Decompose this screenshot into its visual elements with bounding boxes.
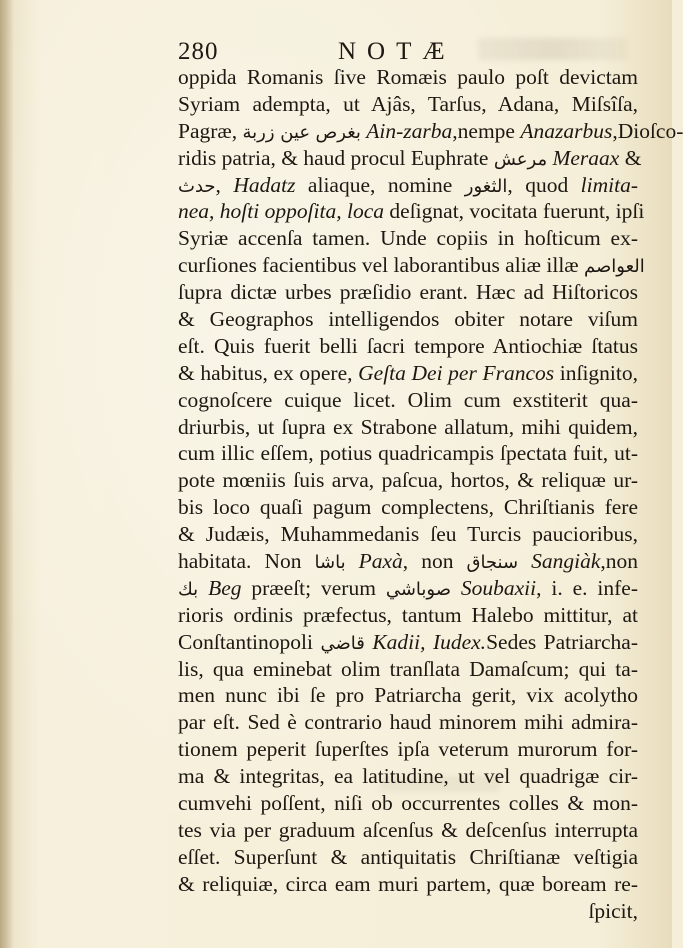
text-line [178,763,638,790]
text-segment: & Judæis, Muhammedanis ſeu Turcis paucioribus, [178,522,638,547]
arabic-term: حدث [178,175,216,197]
italic-term: Paxà [358,549,403,574]
running-head: NOTÆ [338,38,456,65]
text-line [178,521,638,548]
text-line [178,279,638,306]
text-segment: inſignito, [554,360,638,385]
text-segment [346,549,359,573]
text-line [178,575,638,602]
arabic-term: قاضي [320,632,365,654]
text-segment: , quod [507,172,581,197]
text-segment: bis loco quaſi pagum complectens, Chriſtianis fere [178,495,638,520]
text-segment: cum illic eſſem, potius quadricampis ſpectata fuit, ut- [178,441,638,466]
text-line [178,118,683,145]
text-segment: Sedes Patriarcha- [486,629,638,654]
arabic-term: صوباشي [385,578,451,600]
text-line [178,898,638,925]
text-line [178,602,638,629]
text-line [178,172,638,199]
italic-term: Sangiàk [531,549,601,574]
text-line [178,225,638,252]
italic-term: Anazarbus [520,118,613,143]
text-line [178,467,638,494]
text-segment: & habitus, ex opere, [178,360,359,385]
italic-term: nea, hoſti oppoſita, loca [178,199,385,224]
text-segment: men nunc ibi ſe pro Patriarcha gerit, vix acolytho [178,683,638,708]
text-segment: ridis patria, & haud procul Euphrate [178,145,494,170]
text-line [178,844,638,871]
text-line [178,440,638,467]
page-number: 280 [178,38,219,65]
text-segment: præeſt; verum [241,575,386,600]
text-line [178,91,638,118]
text-segment: & Geographos intelligendos obiter notare viſum [178,307,638,332]
text-segment: , i. e. infe- [536,575,639,600]
text-segment: eſſet. Superſunt & antiquitatis Chriſtianæ veſtigia [178,844,638,869]
italic-term: Meraax [552,145,620,170]
text-segment: tes via per graduum aſcenſus & deſcenſus interrupta [178,817,638,842]
italic-term: Hadatz [233,172,296,197]
text-line [178,387,638,414]
text-segment: , [215,172,234,197]
text-segment: Pagræ, [178,118,243,143]
arabic-term: بك [178,578,199,600]
text-segment: eſt. Quis fuerit belli ſacri tempore Antiochiæ ſtatus [178,333,638,358]
text-line [178,548,638,575]
text-segment: driurbis, ut ſupra ex Strabone allatum, mihi quidem, [178,414,638,439]
text-line [178,736,638,763]
arabic-term: الثغور [464,175,508,197]
text-segment: & [619,145,642,170]
text-segment: Syriam adempta, ut Ajâs, Tarſus, Adana, Miſsîſa, [178,91,638,116]
text-segment: habitata. Non [178,549,315,574]
italic-term: Kadii, Iudex. [372,629,487,654]
text-segment: cumvehi poſſent, niſi ob occurrentes colles & mon- [178,791,638,816]
text-segment: , non [402,549,467,574]
text-line [178,629,638,656]
text-segment: ,non [600,549,639,574]
text-segment: ſupra dictæ urbes præſidio erant. Hæc ad Hiſtoricos [178,280,638,305]
text-line [178,333,638,360]
text-line [178,682,638,709]
text-segment: oppida Romanis ſive Romæis paulo poſt devictam [178,65,638,89]
arabic-term: العواصم [584,256,645,278]
text-segment: aliaque, nomine [295,172,465,197]
text-segment: lis, qua eminebat olim tranſlata Damaſcum; qui ta- [178,656,638,681]
text-body [178,64,683,925]
text-line [178,64,638,91]
text-line [178,790,638,817]
text-segment: tionem peperit ſuperſtes ipſa veterum murorum for- [178,737,638,762]
italic-term: Soubaxii [460,575,537,600]
arabic-term: باشا [314,552,346,574]
text-segment: ma & integritas, ea latitudine, ut vel quadrigæ cir- [178,764,638,789]
arabic-term: سنجاق [466,552,519,574]
text-line [178,656,638,683]
text-line [178,306,638,333]
italic-term: Ain-zarba [366,118,453,143]
arabic-term: عين زربة [242,121,311,143]
text-segment [451,576,461,600]
text-segment: Conſtantinopoli [178,629,321,654]
italic-term: limita- [580,172,638,197]
text-segment: rioris ordinis præfectus, tantum Halebo mittitur, at [178,602,638,627]
text-line [178,145,642,172]
text-segment [518,549,531,573]
text-line [178,709,638,736]
text-segment: ,nempe [452,118,521,143]
text-segment: pote mœniis ſuis arva, paſcua, hortos, & reliquæ ur- [178,468,638,493]
text-line [178,360,638,387]
text-line [178,817,638,844]
text-segment: curſiones facientibus vel laborantibus aliæ illæ [178,253,585,278]
text-segment: deſignat, vocitata fuerunt, ipſi [384,199,645,224]
text-line [178,252,645,279]
italic-term: Geſta Dei per Francos [358,360,555,385]
text-line [178,198,645,225]
italic-term: Beg [208,575,242,600]
gutter-shadow [0,0,14,948]
text-line [178,871,638,898]
text-segment: Syriæ accenſa tamen. Unde copiis in hoſticum ex- [178,226,638,251]
text-segment [198,576,208,600]
text-segment: par eſt. Sed è contrario haud minorem mihi admira- [178,710,638,735]
arabic-term: مرعش [493,148,548,170]
text-segment: cognoſcere cuique licet. Olim cum exstiterit qua- [178,387,638,412]
text-segment: & reliquiæ, circa eam muri partem, quæ boream re- [178,871,638,896]
text-line [178,494,638,521]
arabic-term: بغرص [315,121,361,143]
text-segment: ſpicit, [588,898,638,923]
text-segment: ,Dioſco- [612,118,683,143]
text-line [178,414,638,441]
